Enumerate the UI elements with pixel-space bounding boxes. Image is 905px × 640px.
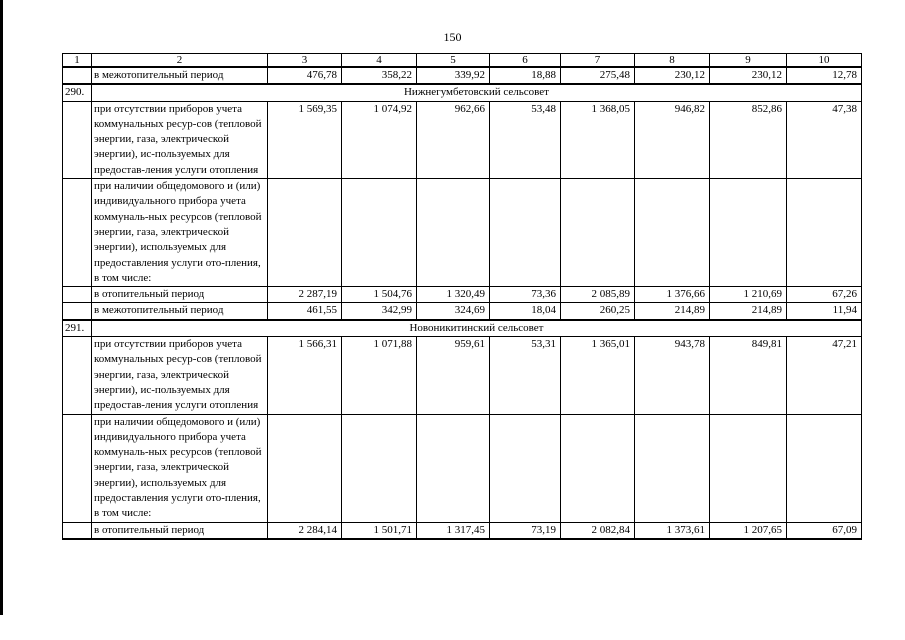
cell-value: 962,66 (417, 101, 490, 178)
cell-value: 53,31 (490, 337, 561, 414)
cell-value: 476,78 (268, 67, 342, 84)
column-header: 7 (561, 54, 635, 68)
row-label: при отсутствии приборов учета коммунальных ресур-сов (тепловой энергии, газа, электрической энергии), ис-пользуемых для предостав-ления услуги отопления (92, 337, 268, 414)
cell-value: 2 082,84 (561, 522, 635, 539)
table-row (63, 287, 862, 303)
cell-value: 67,26 (787, 287, 862, 303)
row-label: в межотопительный период (92, 67, 268, 84)
row-label: в отопительный период (92, 522, 268, 539)
table-row (63, 101, 862, 178)
section-title: Новоникитинский сельсовет (92, 320, 862, 337)
cell-value: 959,61 (417, 337, 490, 414)
cell-value: 339,92 (417, 67, 490, 84)
cell-value: 2 085,89 (561, 287, 635, 303)
section-title: Нижнегумбетовский сельсовет (92, 84, 862, 101)
column-header: 2 (92, 54, 268, 68)
cell-value: 1 504,76 (342, 287, 417, 303)
cell-value: 1 368,05 (561, 101, 635, 178)
page-left-edge (0, 0, 3, 615)
cell-value: 260,25 (561, 303, 635, 320)
cell-value: 1 566,31 (268, 337, 342, 414)
cell-value: 214,89 (710, 303, 787, 320)
cell-value: 214,89 (635, 303, 710, 320)
cell-value: 11,94 (787, 303, 862, 320)
cell-value: 1 320,49 (417, 287, 490, 303)
cell-value: 18,88 (490, 67, 561, 84)
column-header: 1 (63, 54, 92, 68)
table-row (63, 303, 862, 320)
cell-value: 12,78 (787, 67, 862, 84)
cell-value: 2 284,14 (268, 522, 342, 539)
column-header: 6 (490, 54, 561, 68)
row-label: при наличии общедомового и (или) индивидуального прибора учета коммуналь-ных ресурсов (тепловой энергии, газа, электрической энергии), используемых для предоставления услуги ото-пления, в том числе: (92, 414, 268, 522)
cell-value: 342,99 (342, 303, 417, 320)
cell-value: 67,09 (787, 522, 862, 539)
cell-value: 461,55 (268, 303, 342, 320)
cell-value: 230,12 (635, 67, 710, 84)
row-label: при отсутствии приборов учета коммунальных ресур-сов (тепловой энергии, газа, электрической энергии), ис-пользуемых для предостав-ления услуги отопления (92, 101, 268, 178)
table-row (63, 414, 862, 522)
cell-value: 53,48 (490, 101, 561, 178)
table-row (63, 67, 862, 84)
tariff-table (62, 53, 862, 540)
section-number: 291. (63, 320, 92, 337)
cell-value: 849,81 (710, 337, 787, 414)
column-header: 10 (787, 54, 862, 68)
cell-value: 324,69 (417, 303, 490, 320)
cell-value: 1 074,92 (342, 101, 417, 178)
column-header: 3 (268, 54, 342, 68)
cell-value: 358,22 (342, 67, 417, 84)
row-label: в отопительный период (92, 287, 268, 303)
cell-value: 1 071,88 (342, 337, 417, 414)
column-header: 4 (342, 54, 417, 68)
cell-value: 1 365,01 (561, 337, 635, 414)
cell-value: 1 373,61 (635, 522, 710, 539)
cell-value: 852,86 (710, 101, 787, 178)
page-number: 150 (443, 30, 462, 44)
cell-value: 1 210,69 (710, 287, 787, 303)
column-header: 8 (635, 54, 710, 68)
cell-value: 47,21 (787, 337, 862, 414)
section-number: 290. (63, 84, 92, 101)
cell-value: 73,19 (490, 522, 561, 539)
table-row (63, 337, 862, 414)
section-header-row (63, 320, 862, 337)
column-header-row (63, 54, 862, 68)
table-row (63, 179, 862, 287)
cell-value: 230,12 (710, 67, 787, 84)
cell-value: 946,82 (635, 101, 710, 178)
row-label: в межотопительный период (92, 303, 268, 320)
table-row (63, 522, 862, 539)
cell-value: 47,38 (787, 101, 862, 178)
cell-value: 18,04 (490, 303, 561, 320)
cell-value: 2 287,19 (268, 287, 342, 303)
cell-value: 275,48 (561, 67, 635, 84)
column-header: 5 (417, 54, 490, 68)
row-label: при наличии общедомового и (или) индивидуального прибора учета коммуналь-ных ресурсов (тепловой энергии, газа, электрической энергии), используемых для предоставления услуги ото-пления, в том числе: (92, 179, 268, 287)
section-header-row (63, 84, 862, 101)
cell-value: 1 376,66 (635, 287, 710, 303)
column-header: 9 (710, 54, 787, 68)
cell-value: 1 569,35 (268, 101, 342, 178)
cell-value: 1 317,45 (417, 522, 490, 539)
cell-value: 1 207,65 (710, 522, 787, 539)
cell-value: 1 501,71 (342, 522, 417, 539)
cell-value: 943,78 (635, 337, 710, 414)
cell-value: 73,36 (490, 287, 561, 303)
